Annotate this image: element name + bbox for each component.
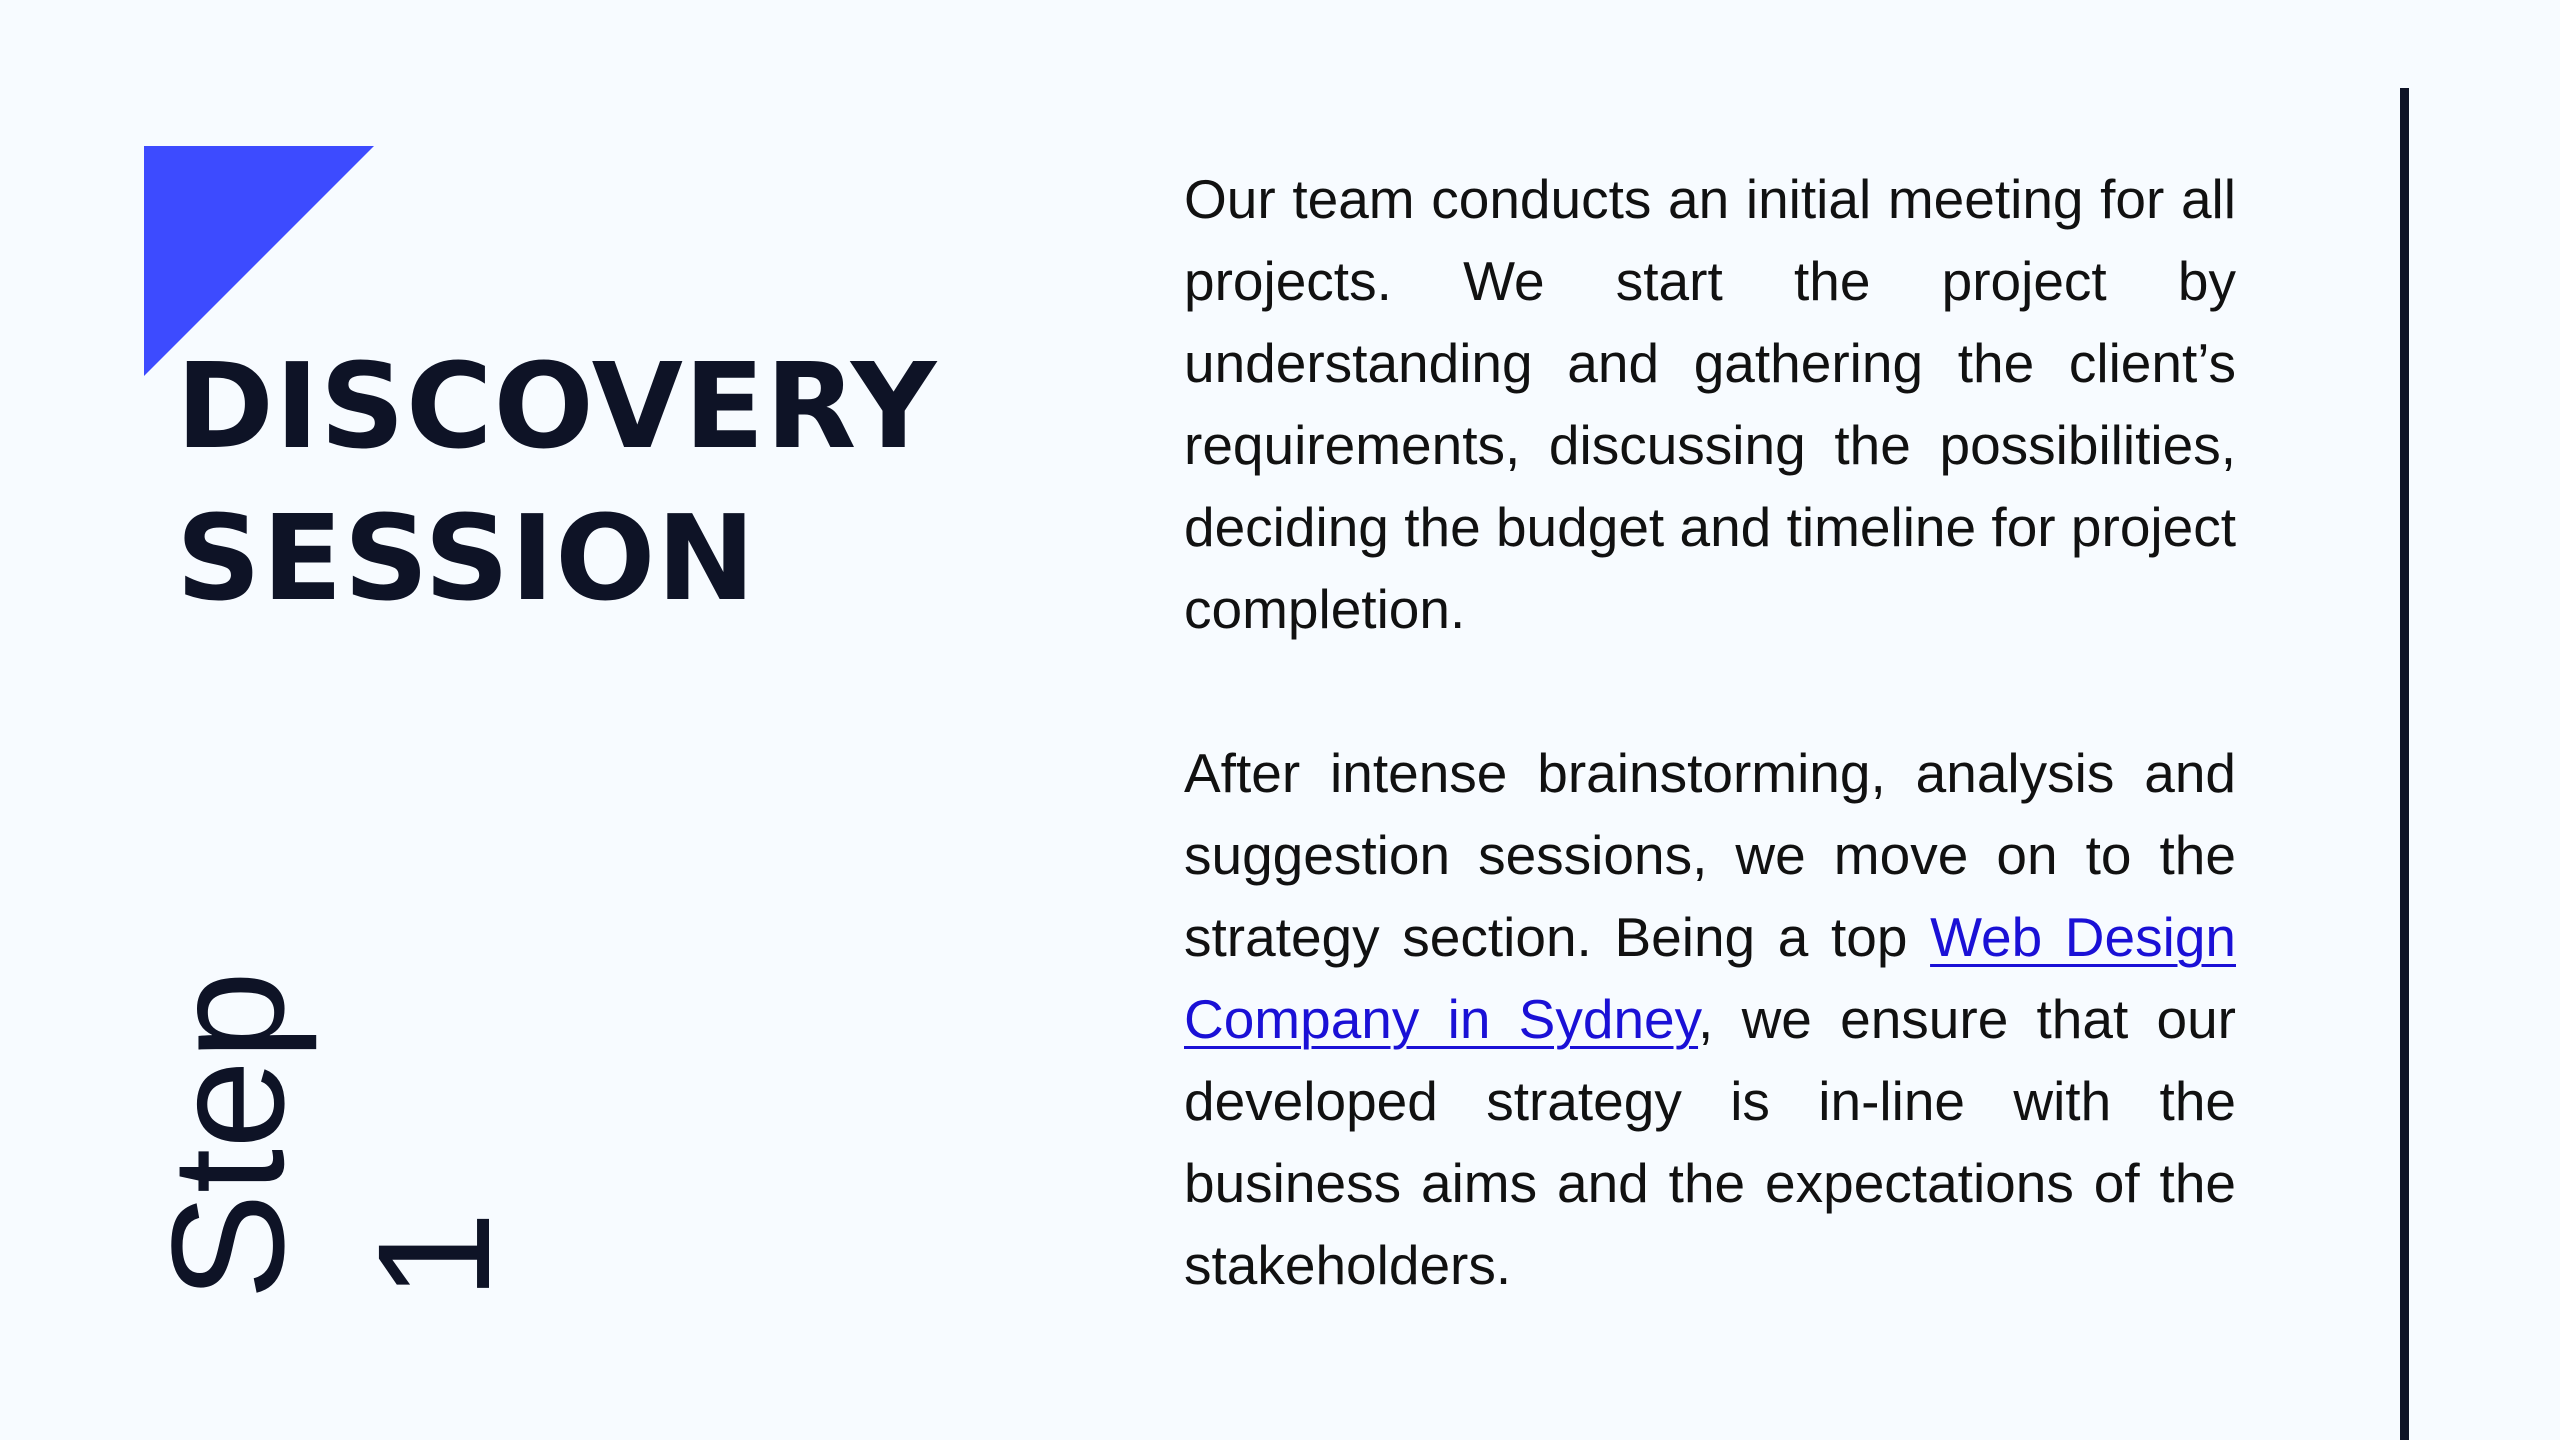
paragraph-2-outro: , we ensure that our developed strategy is in-line with the business aims and the expectations of the stakeholders. — [1184, 988, 2236, 1296]
section-title — [176, 330, 937, 634]
section-title-line-2: SESSION — [176, 489, 757, 627]
description-paragraph-2 — [1184, 732, 2236, 1306]
paragraph-2-intro: After intense brainstorming, analysis and suggestion sessions, we move on to the strategy section. Being a top — [1184, 742, 2236, 968]
web-design-company-link[interactable]: Web Design Company in Sydney — [1184, 906, 2236, 1050]
description-paragraph-1: Our team conducts an initial meeting for all projects. We start the project by understanding and gathering the client’s requirements, discussing the possibilities, deciding the budget and timeline for project completion. — [1184, 168, 2236, 640]
step-number: 1 — [344, 1211, 523, 1300]
section-title-line-1: DISCOVERY — [176, 337, 938, 475]
vertical-divider — [2400, 88, 2409, 1440]
step-label: Step — [138, 970, 317, 1300]
description-text — [1184, 158, 2236, 1306]
step-indicator — [138, 960, 523, 1300]
